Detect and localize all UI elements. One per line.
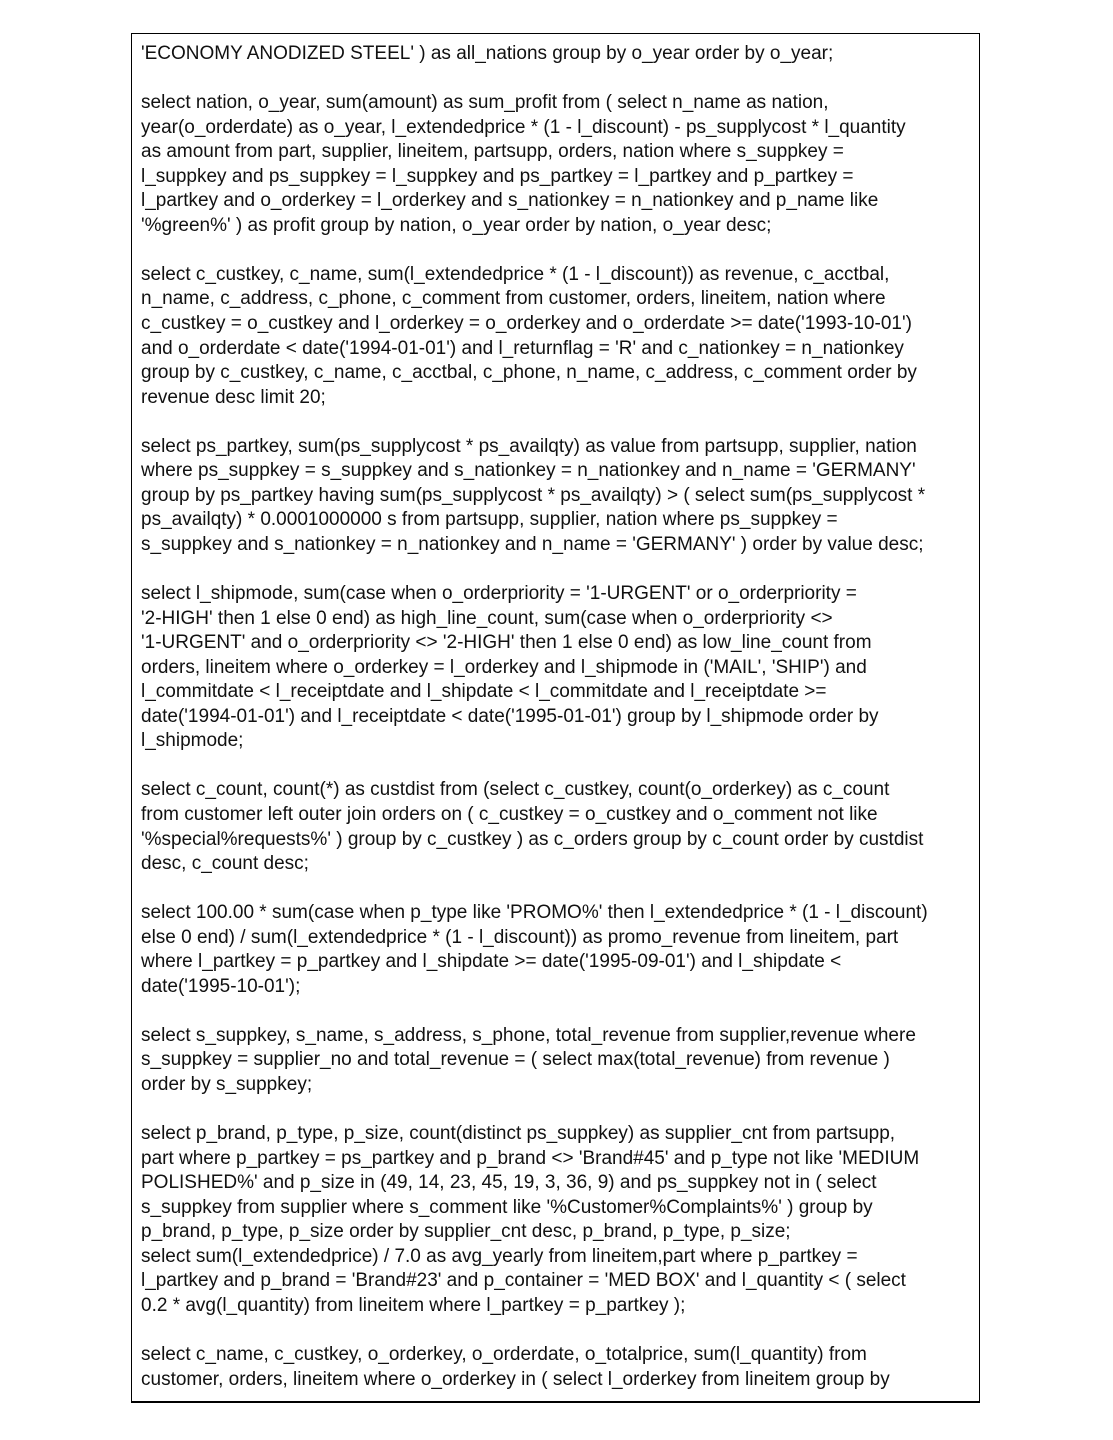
sql-text-line: select c_custkey, c_name, sum(l_extendedprice * (1 - l_discount)) as revenue, c_acctbal, [141, 263, 890, 285]
sql-text-line: where ps_suppkey = s_suppkey and s_nationkey = n_nationkey and n_name = 'GERMANY' [141, 460, 916, 482]
sql-text-line: and o_orderdate < date('1994-01-01') and l_returnflag = 'R' and c_nationkey = n_nationkey [141, 337, 904, 359]
sql-text-line: s_suppkey and s_nationkey = n_nationkey and n_name = 'GERMANY' ) order by value desc; [141, 533, 924, 555]
sql-text-line: date('1995-10-01'); [141, 975, 301, 997]
blank-line [141, 1318, 928, 1343]
sql-text-line: s_suppkey = supplier_no and total_revenue = ( select max(total_revenue) from revenue ) [141, 1049, 890, 1071]
blank-line [141, 67, 928, 92]
sql-text-line: l_partkey and o_orderkey = l_orderkey and s_nationkey = n_nationkey and p_name like [141, 190, 879, 212]
sql-text-line: select s_suppkey, s_name, s_address, s_phone, total_revenue from supplier,revenue where [141, 1024, 916, 1046]
sql-text-line: order by s_suppkey; [141, 1073, 313, 1095]
sql-text-line: '2-HIGH' then 1 else 0 end) as high_line_count, sum(case when o_orderpriority <> [141, 607, 833, 629]
sql-text-line: 0.2 * avg(l_quantity) from lineitem where l_partkey = p_partkey ); [141, 1294, 686, 1316]
sql-text-line: part where p_partkey = ps_partkey and p_brand <> 'Brand#45' and p_type not like 'MEDIUM [141, 1147, 920, 1169]
sql-text-line: revenue desc limit 20; [141, 386, 326, 408]
blank-line [141, 999, 928, 1024]
sql-text-line: l_suppkey and ps_suppkey = l_suppkey and ps_partkey = l_partkey and p_partkey = [141, 165, 854, 187]
sql-text-line: p_brand, p_type, p_size order by supplier_cnt desc, p_brand, p_type, p_size; [141, 1221, 791, 1243]
sql-text-line: as amount from part, supplier, lineitem, partsupp, orders, nation where s_suppkey = [141, 141, 844, 163]
blank-line [141, 1098, 928, 1123]
blank-line [141, 557, 928, 582]
sql-text-line: n_name, c_address, c_phone, c_comment from customer, orders, lineitem, nation where [141, 288, 886, 310]
sql-text-line: select c_name, c_custkey, o_orderkey, o_orderdate, o_totalprice, sum(l_quantity) from [141, 1343, 867, 1365]
sql-text-body [141, 42, 928, 1392]
sql-text-line: select nation, o_year, sum(amount) as sum_profit from ( select n_name as nation, [141, 92, 829, 114]
blank-line [141, 410, 928, 435]
sql-text-line: '%special%requests%' ) group by c_custkey ) as c_orders group by c_count order by custdist [141, 828, 924, 850]
sql-text-line: select c_count, count(*) as custdist from (select c_custkey, count(o_orderkey) as c_count [141, 779, 890, 801]
sql-text-line: else 0 end) / sum(l_extendedprice * (1 - l_discount)) as promo_revenue from lineitem, part [141, 926, 899, 948]
sql-text-line: c_custkey = o_custkey and l_orderkey = o_orderkey and o_orderdate >= date('1993-10-01') [141, 313, 912, 335]
sql-text-line: 'ECONOMY ANODIZED STEEL' ) as all_nations group by o_year order by o_year; [141, 43, 834, 64]
sql-text-line: '1-URGENT' and o_orderpriority <> '2-HIGH' then 1 else 0 end) as low_line_count from [141, 632, 872, 654]
blank-line [141, 754, 928, 779]
sql-text-line: desc, c_count desc; [141, 853, 309, 875]
sql-text-line: select ps_partkey, sum(ps_supplycost * ps_availqty) as value from partsupp, supplier, nation [141, 435, 917, 457]
sql-text-line: ps_availqty) * 0.0001000000 s from partsupp, supplier, nation where ps_suppkey = [141, 509, 838, 531]
sql-text-line: '%green%' ) as profit group by nation, o_year order by nation, o_year desc; [141, 214, 772, 236]
sql-text-line: select sum(l_extendedprice) / 7.0 as avg_yearly from lineitem,part where p_partkey = [141, 1245, 858, 1267]
sql-text-line: group by ps_partkey having sum(ps_supplycost * ps_availqty) > ( select sum(ps_supplycost * [141, 484, 926, 506]
sql-text-line: POLISHED%' and p_size in (49, 14, 23, 45, 19, 3, 36, 9) and ps_suppkey not in ( select [141, 1172, 877, 1194]
sql-text-line: l_partkey and p_brand = 'Brand#23' and p_container = 'MED BOX' and l_quantity < ( select [141, 1270, 906, 1292]
sql-document-frame [131, 33, 980, 1403]
sql-text-line: select 100.00 * sum(case when p_type like 'PROMO%' then l_extendedprice * (1 - l_discount) [141, 902, 928, 924]
blank-line [141, 238, 928, 263]
sql-text-line: orders, lineitem where o_orderkey = l_orderkey and l_shipmode in ('MAIL', 'SHIP') and [141, 656, 867, 678]
sql-text-line: from customer left outer join orders on ( c_custkey = o_custkey and o_comment not like [141, 803, 878, 825]
sql-text-line: select p_brand, p_type, p_size, count(distinct ps_suppkey) as supplier_cnt from partsupp, [141, 1123, 896, 1145]
sql-text-line: s_suppkey from supplier where s_comment like '%Customer%Complaints%' ) group by [141, 1196, 873, 1218]
sql-text-line: group by c_custkey, c_name, c_acctbal, c_phone, n_name, c_address, c_comment order by [141, 362, 917, 384]
sql-text-line: year(o_orderdate) as o_year, l_extendedprice * (1 - l_discount) - ps_supplycost * l_quantity [141, 116, 906, 138]
sql-text-line: l_commitdate < l_receiptdate and l_shipdate < l_commitdate and l_receiptdate >= [141, 681, 827, 703]
sql-text-line: select l_shipmode, sum(case when o_orderpriority = '1-URGENT' or o_orderpriority = [141, 583, 857, 605]
sql-text-line: date('1994-01-01') and l_receiptdate < date('1995-01-01') group by l_shipmode order by [141, 705, 879, 727]
sql-text-line: customer, orders, lineitem where o_orderkey in ( select l_orderkey from lineitem group by [141, 1368, 890, 1390]
sql-text-line: where l_partkey = p_partkey and l_shipdate >= date('1995-09-01') and l_shipdate < [141, 951, 842, 973]
sql-text-line: l_shipmode; [141, 730, 244, 752]
blank-line [141, 877, 928, 902]
